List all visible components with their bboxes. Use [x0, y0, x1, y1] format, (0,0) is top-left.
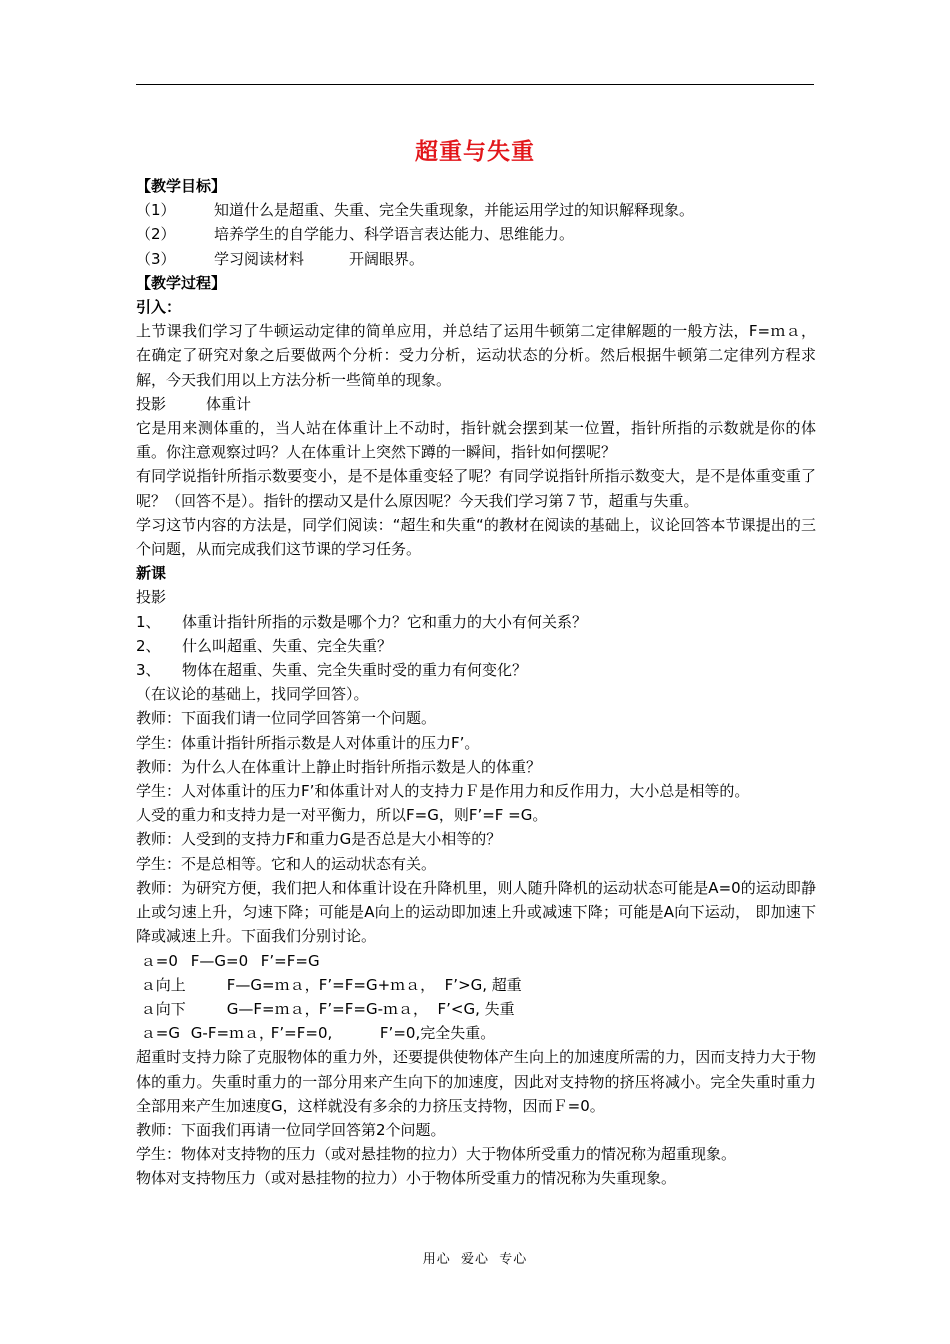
dialogue-line: 教师：人受到的支持力F和重力G是否总是大小相等的？	[136, 830, 502, 849]
goal-num: （1）	[136, 201, 176, 220]
dialogue-line: （在议论的基础上，找同学回答）。	[136, 685, 369, 704]
page-footer: 用心 爱心 专心	[422, 1252, 528, 1267]
question-item	[136, 658, 816, 682]
question-num: 3、	[136, 661, 161, 680]
case-condition: ａ向下	[140, 999, 186, 1018]
dialogue-line: 学生：不是总相等。它和人的运动状态有关。	[136, 854, 437, 873]
goal-item	[136, 198, 816, 222]
document-body	[136, 174, 816, 1191]
dialogue-line: 学生：体重计指针所指示数是人对体重计的压力F’。	[136, 733, 480, 752]
dialogue-line: 学生：物体对支持物的压力（或对悬挂物的拉力）大于物体所受重力的情况称为超重现象。	[136, 1145, 737, 1164]
case-row	[136, 1021, 816, 1045]
projection-label: 投影	[136, 394, 167, 413]
case-condition: ａ=G	[140, 1024, 180, 1043]
case-row	[136, 949, 816, 973]
goal-num: （3）	[136, 249, 176, 268]
case-equation: F—G=ｍａ，	[226, 975, 320, 994]
case-condition: ａ=0	[140, 951, 178, 970]
paragraph: 超重时支持力除了克服物体的重力外，还要提供使物体产生向上的加速度所需的力，因而支持力大于物体的重力。失重时重力的一部分用来产生向下的加速度，因此对支持物的挤压将减小。完全失重时重力全部用来产生加速度G，这样就没有多余的力挤压支持物，因而Ｆ=0。	[136, 1048, 816, 1115]
case-result: F’=F=0, F’=0,完全失重。	[270, 1024, 496, 1043]
dialogue-line: 教师：下面我们请一位同学回答第一个问题。	[136, 709, 437, 728]
question-item	[136, 634, 816, 658]
header-rule	[136, 84, 814, 85]
case-row	[136, 997, 816, 1021]
case-result: F’=F=G-ｍａ， F’<G, 失重	[318, 999, 515, 1018]
projection-label: 投影	[136, 588, 167, 607]
intro-paragraph: 上节课我们学习了牛顿运动定律的简单应用，并总结了运用牛顿第二定律解题的一般方法，F=ｍａ，在确定了研究对象之后要做两个分析：受力分析，运动状态的分析。然后根据牛顿第二定律列方程求解，今天我们用以上方法分析一些简单的现象。	[136, 322, 816, 389]
intro-heading: 引入：	[136, 298, 182, 317]
question-num: 2、	[136, 636, 161, 655]
paragraph: 教师：为研究方便，我们把人和体重计设在升降机里，则人随升降机的运动状态可能是A=0的运动即静止或匀速上升，匀速下降；可能是A向上的运动即加速上升或减速下降；可能是A向下运动， 即加速下降或减速上升。下面我们分别讨论。	[136, 878, 816, 946]
case-result: F’=F=G+ｍａ， F’>G, 超重	[318, 975, 522, 994]
dialogue-line: 教师：下面我们再请一位同学回答第2个问题。	[136, 1120, 446, 1139]
case-row	[136, 973, 816, 997]
question-item	[136, 610, 816, 634]
paragraph: 学习这节内容的方法是，同学们阅读：“超生和失重“的教材在阅读的基础上，议论回答本节课提出的三个问题，从而完成我们这节课的学习任务。	[136, 515, 816, 559]
projection-item: 体重计	[206, 394, 252, 413]
projection-line	[136, 392, 816, 416]
case-result: F’=F=G	[260, 951, 320, 970]
goal-item	[136, 222, 816, 246]
case-equation: G-F=ｍａ，	[190, 1024, 275, 1043]
case-equation: G—F=ｍａ，	[226, 999, 320, 1018]
case-condition: ａ向上	[140, 975, 186, 994]
new-lesson-heading: 新课	[136, 564, 167, 583]
paragraph: 它是用来测体重的，当人站在体重计上不动时，指针就会摆到某一位置，指针所指的示数就是你的体重。你注意观察过吗？人在体重计上突然下蹲的一瞬间，指针如何摆呢？	[136, 419, 816, 462]
question-text: 什么叫超重、失重、完全失重？	[182, 636, 393, 655]
goal-heading: 【教学目标】	[136, 177, 227, 195]
goal-text: 知道什么是超重、失重、完全失重现象，并能运用学过的知识解释现象。	[214, 201, 695, 220]
dialogue-line: 人受的重力和支持力是一对平衡力，所以F=G，则F’=F =G。	[136, 806, 548, 825]
goal-item	[136, 247, 816, 271]
goal-num: （2）	[136, 225, 176, 244]
process-heading: 【教学过程】	[136, 273, 227, 292]
goal-text: 培养学生的自学能力、科学语言表达能力、思维能力。	[214, 225, 575, 244]
document-title: 超重与失重	[415, 139, 535, 165]
question-text: 物体在超重、失重、完全失重时受的重力有何变化？	[182, 661, 528, 680]
paragraph: 有同学说指针所指示数要变小，是不是体重变轻了呢？有同学说指针所指示数变大，是不是体重变重了呢？（回答不是）。指针的摆动又是什么原因呢？今天我们学习第７节，超重与失重。	[136, 467, 816, 510]
dialogue-line: 教师：为什么人在体重计上静止时指针所指示数是人的体重？	[136, 757, 542, 776]
case-equation: F—G=0	[190, 951, 249, 970]
question-text: 体重计指针所指的示数是哪个力？它和重力的大小有何关系？	[182, 612, 588, 631]
question-num: 1、	[136, 612, 161, 631]
dialogue-line: 学生：人对体重计的压力F’和体重计对人的支持力Ｆ是作用力和反作用力，大小总是相等的。	[136, 782, 750, 801]
goal-text: 学习阅读材料 开阔眼界。	[214, 249, 425, 268]
dialogue-line: 物体对支持物压力（或对悬挂物的拉力）小于物体所受重力的情况称为失重现象。	[136, 1169, 677, 1188]
